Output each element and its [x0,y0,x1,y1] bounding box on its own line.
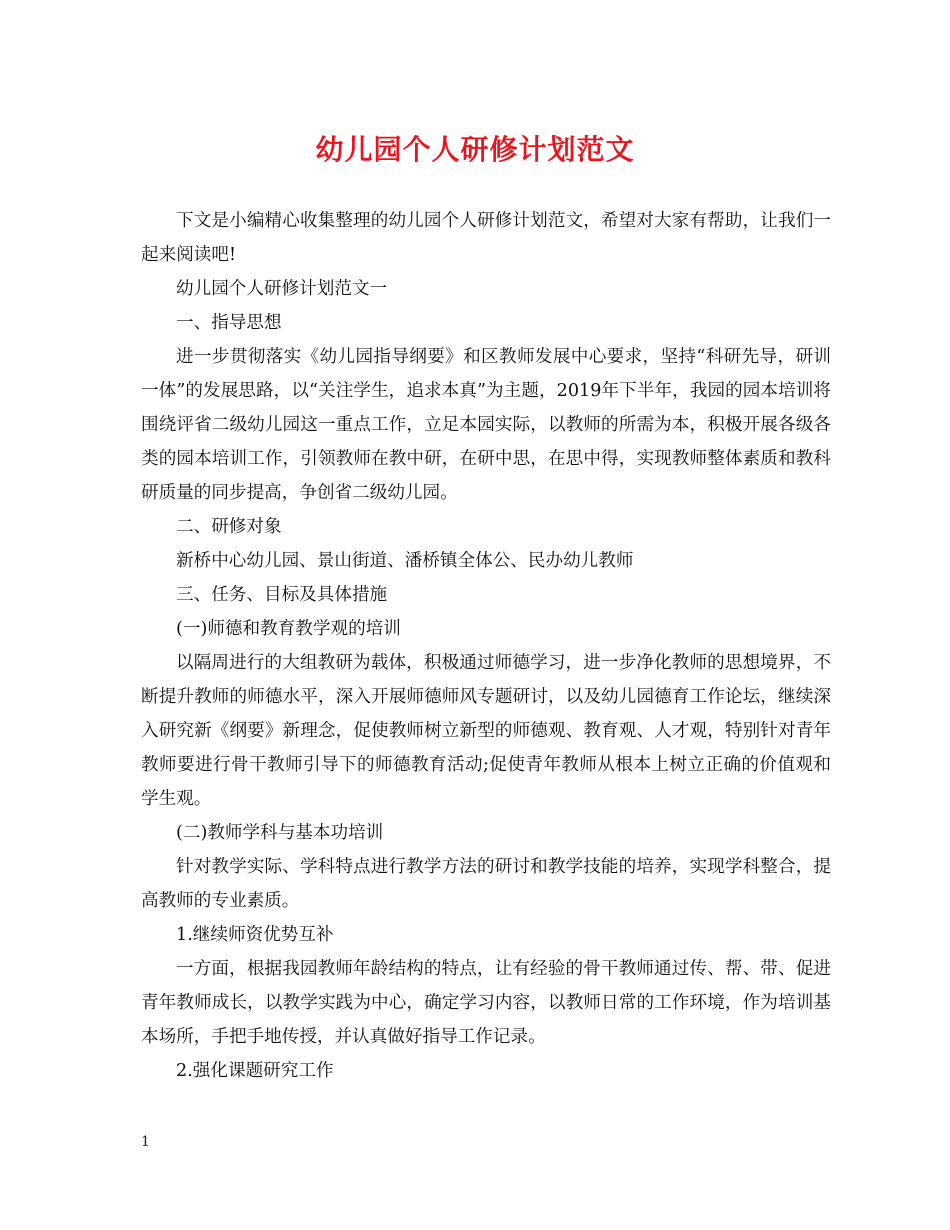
section-heading: 幼儿园个人研修计划范文一 [176,279,388,299]
intro-paragraph: 下文是小编精心收集整理的幼儿园个人研修计划范文，希望对大家有帮助，让我们一起来阅读吧! [141,211,831,265]
body-paragraph: 一方面，根据我园教师年龄结构的特点，让有经验的骨干教师通过传、帮、带、促进青年教师成长，以教学实践为中心，确定学习内容，以教师日常的工作环境，作为培训基本场所，手把手地传授，并认真做好指导工作记录。 [141,959,831,1047]
subsection-heading: (二)教师学科与基本功培训 [176,823,384,843]
numbered-heading: 2.强化课题研究工作 [176,1061,334,1081]
subsection-heading: (一)师德和教育教学观的培训 [176,619,401,639]
page-number: 1 [141,1134,150,1150]
body-paragraph: 针对教学实际、学科特点进行教学方法的研讨和教学技能的培养，实现学科整合，提高教师的专业素质。 [141,857,831,911]
section-heading: 一、指导思想 [176,313,282,333]
section-heading: 二、研修对象 [176,517,282,537]
body-paragraph: 以隔周进行的大组教研为载体，积极通过师德学习，进一步净化教师的思想境界，不断提升教师的师德水平，深入开展师德师风专题研讨，以及幼儿园德育工作论坛，继续深入研究新《纲要》新理念，促使教师树立新型的师德观、教育观、人才观，特别针对青年教师要进行骨干教师引导下的师德教育活动;促使青年教师从根本上树立正确的价值观和学生观。 [141,653,831,809]
document-title: 幼儿园个人研修计划范文 [315,133,635,166]
document-body [141,204,831,1088]
body-paragraph: 进一步贯彻落实《幼儿园指导纲要》和区教师发展中心要求，坚持“科研先导，研训一体”的发展思路，以“关注学生，追求本真”为主题，2019年下半年，我园的园本培训将围绕评省二级幼儿园这一重点工作，立足本园实际，以教师的所需为本，积极开展各级各类的园本培训工作，引领教师在教中研，在研中思，在思中得，实现教师整体素质和教科研质量的同步提高，争创省二级幼儿园。 [141,347,831,503]
section-heading: 三、任务、目标及具体措施 [176,585,388,605]
body-paragraph: 新桥中心幼儿园、景山街道、潘桥镇全体公、民办幼儿教师 [176,551,634,571]
numbered-heading: 1.继续师资优势互补 [176,925,334,945]
